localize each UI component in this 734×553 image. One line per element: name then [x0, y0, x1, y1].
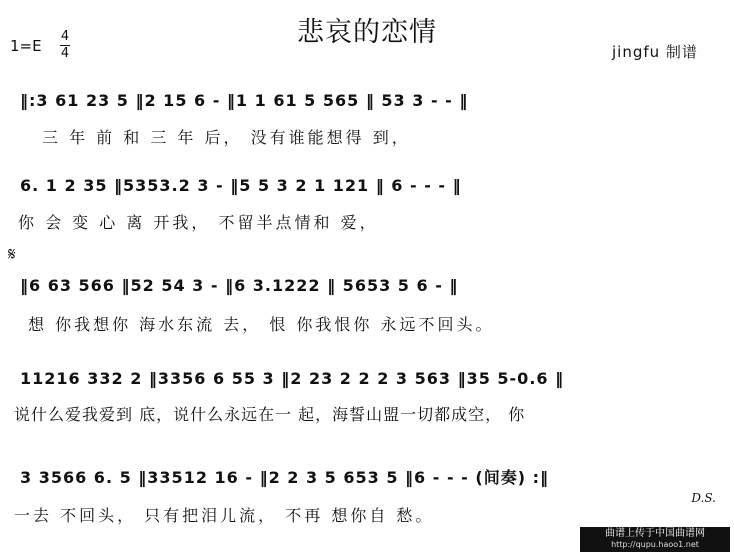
lyrics-line-3: 想 你我想你 海水东流 去， 恨 你我恨你 永远不回头。: [28, 315, 495, 334]
lyrics-line-5: 一去 不回头， 只有把泪儿流， 不再 想你自 愁。: [14, 506, 435, 525]
notation-text: 6. 1 2 35 ‖5353.2 3 - ‖5 5 3 2 1 121 ‖ 6 - - - ‖: [20, 176, 462, 195]
notation-text: 3 3566 6. 5 ‖33512 16 - ‖2 2 3 5 653 5 ‖6 - - - (间奏) :‖: [20, 468, 549, 487]
notation-text: ‖6 63 566 ‖52 54 3 - ‖6 3.1222 ‖ 5653 5 6 - ‖: [20, 276, 459, 295]
notation-line-2: [12, 173, 722, 213]
notation-line-5: [12, 462, 722, 502]
watermark-footer: [580, 527, 730, 552]
time-signature: [60, 30, 70, 61]
ds-mark: D.S.: [691, 491, 716, 505]
notation-line-3: [12, 273, 722, 313]
composer-credit: jingfu 制谱: [612, 43, 698, 61]
time-signature-bottom: 4: [60, 46, 70, 61]
notation-line-4: [12, 366, 722, 406]
lyrics-line-4: 说什么爱我爱到 底，说什么永远在一 起，海誓山盟一切都成空， 你: [14, 405, 526, 424]
notation-line-1: [12, 88, 722, 128]
lyrics-line-2: 你 会 变 心 离 开我， 不留半点情和 爱，: [18, 213, 379, 232]
segno-sign: 𝄋: [8, 244, 16, 265]
notation-text: 11216 332 2 ‖3356 6 55 3 ‖2 23 2 2 2 3 563 ‖35 5-0.6 ‖: [20, 369, 565, 388]
time-signature-top: 4: [60, 29, 70, 44]
key-signature: 1=E: [10, 37, 42, 55]
lyrics-line-1: 三 年 前 和 三 年 后， 没有谁能想得 到，: [42, 128, 411, 147]
notation-text: ‖:3 61 23 5 ‖2 15 6 - ‖1 1 61 5 565 ‖ 53 3 - - ‖: [20, 91, 469, 110]
watermark-url: http://qupu.haoo1.net: [611, 540, 699, 549]
watermark-line-1: 曲谱上传于中国曲谱网: [605, 528, 705, 539]
song-title: 悲哀的恋情: [297, 17, 437, 48]
